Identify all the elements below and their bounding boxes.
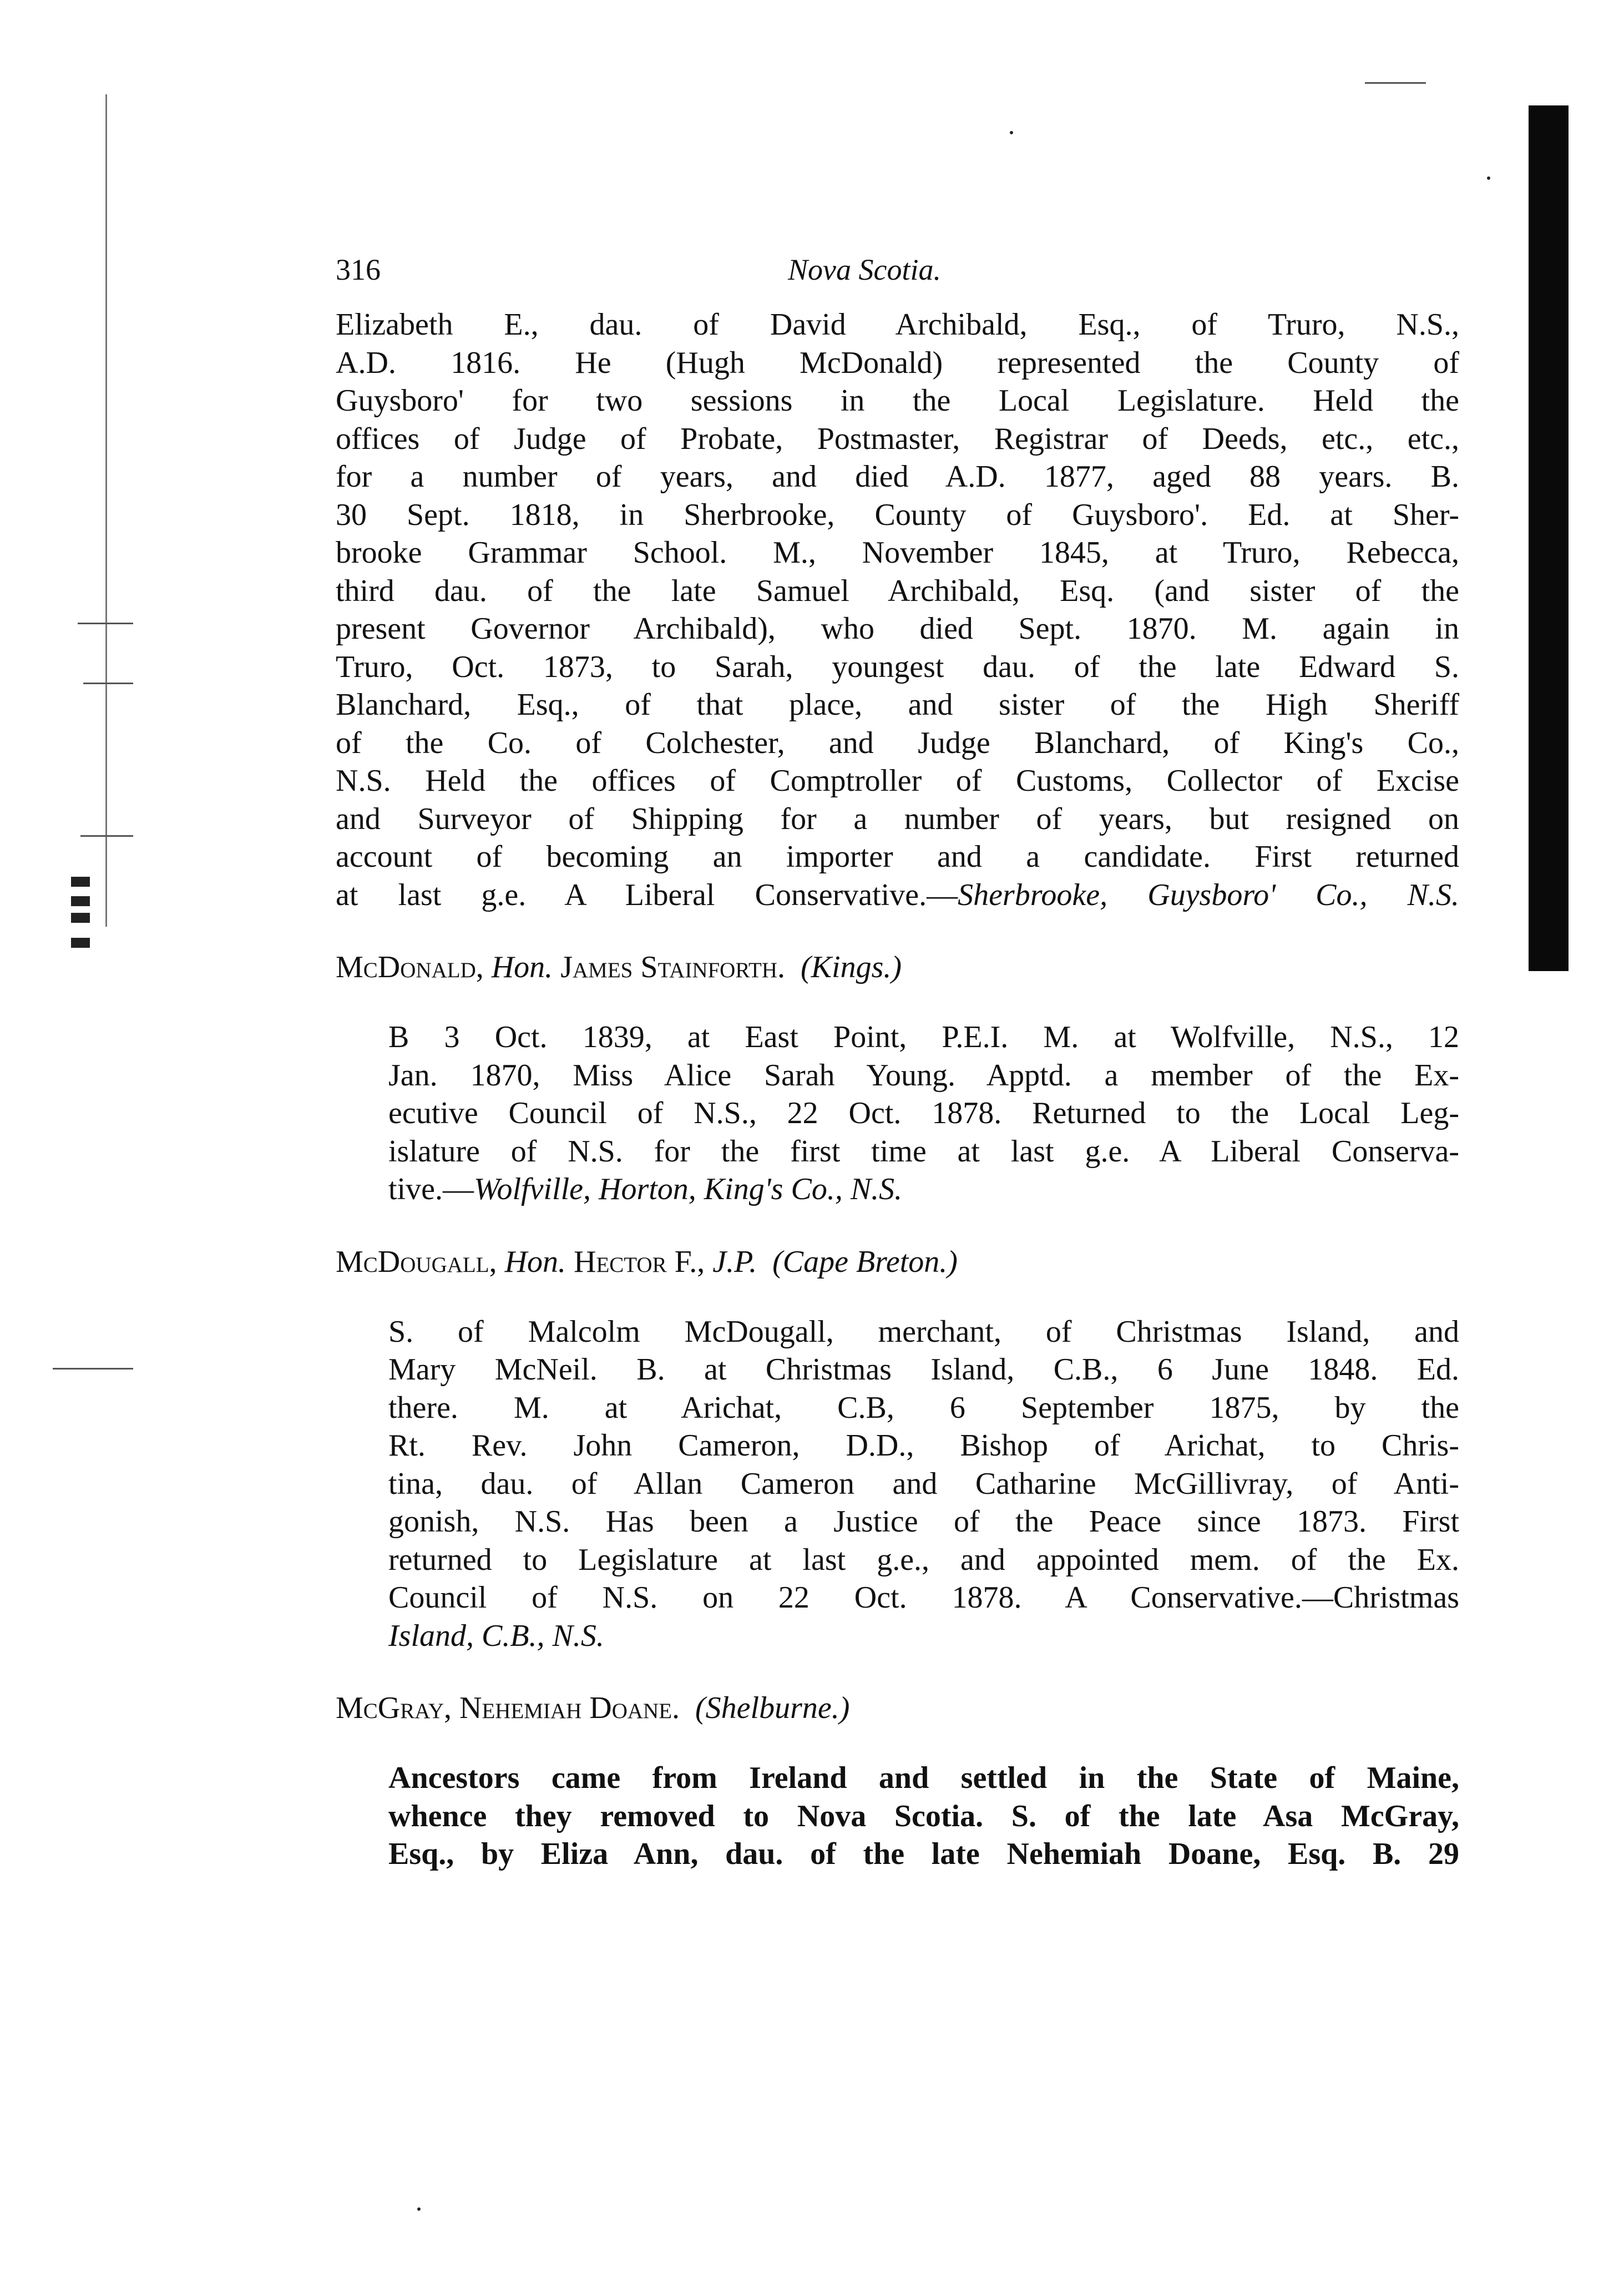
entry-heading-mcdougall <box>336 1243 1459 1281</box>
entry-mcgray-body <box>336 1759 1459 1873</box>
scan-block <box>71 896 90 906</box>
scan-speck <box>1010 131 1013 134</box>
scan-tick <box>53 1368 133 1370</box>
text-line: account of becoming an importer and a candidate. First returned <box>336 840 1459 874</box>
scan-left-margin-noise <box>105 94 107 927</box>
text-segment: tive.— <box>388 1172 474 1206</box>
residence-italic: Island, C.B., N.S. <box>388 1618 604 1653</box>
scan-tick <box>80 835 133 837</box>
surname: McDougall, <box>336 1244 497 1279</box>
scan-block <box>71 913 90 923</box>
constituency: (Shelburne.) <box>695 1691 850 1725</box>
page-header <box>336 252 1459 306</box>
entry-mcdougall-body <box>336 1313 1459 1655</box>
title: Hon. <box>491 950 553 984</box>
given-names: Hector F., <box>574 1244 705 1279</box>
scan-speck <box>1487 176 1490 180</box>
text-line: tina, dau. of Allan Cameron and Catharine McGillivray, of Anti- <box>388 1466 1459 1501</box>
text-line: Elizabeth E., dau. of David Archibald, Esq., of Truro, N.S., <box>336 307 1459 342</box>
entry-heading-mcgray <box>336 1689 1459 1727</box>
text-line: and Surveyor of Shipping for a number of years, but resigned on <box>336 801 1459 836</box>
text-line: N.S. Held the offices of Comptroller of Customs, Collector of Excise <box>336 764 1459 798</box>
entry-heading-mcdonald <box>336 948 1459 986</box>
text-line: S. of Malcolm McDougall, merchant, of Christmas Island, and <box>388 1314 1459 1349</box>
text-line: third dau. of the late Samuel Archibald, Esq. (and sister of the <box>336 573 1459 608</box>
text-line: Rt. Rev. John Cameron, D.D., Bishop of Arichat, to Chris- <box>388 1428 1459 1463</box>
scan-tick <box>83 683 133 684</box>
text-line: Blanchard, Esq., of that place, and sister of the High Sheriff <box>336 688 1459 722</box>
text-line: returned to Legislature at last g.e., and appointed mem. of the Ex. <box>388 1542 1459 1577</box>
text-line: A.D. 1816. He (Hugh McDonald) represented the County of <box>336 345 1459 380</box>
text-line <box>336 876 1459 914</box>
text-line: 30 Sept. 1818, in Sherbrooke, County of Guysboro'. Ed. at Sher- <box>336 497 1459 532</box>
text-line: Mary McNeil. B. at Christmas Island, C.B., 6 June 1848. Ed. <box>388 1352 1459 1387</box>
text-line: present Governor Archibald), who died Sept. 1870. M. again in <box>336 612 1459 646</box>
scan-edge-bar <box>1529 105 1569 971</box>
title: Hon. <box>504 1244 566 1279</box>
running-head: Nova Scotia. <box>788 253 941 286</box>
text-line: there. M. at Arichat, C.B, 6 September 1875, by the <box>388 1390 1459 1425</box>
text-line: Jan. 1870, Miss Alice Sarah Young. Apptd. a member of the Ex- <box>388 1058 1459 1093</box>
text-line: whence they removed to Nova Scotia. S. of the late Asa McGray, <box>388 1798 1459 1833</box>
scan-tick <box>78 623 133 624</box>
given-names: James Stainforth. <box>560 950 786 984</box>
residence-italic: Sherbrooke, Guysboro' Co., N.S. <box>958 877 1459 912</box>
text-line: B 3 Oct. 1839, at East Point, P.E.I. M. at Wolfville, N.S., 12 <box>388 1020 1459 1054</box>
text-line: for a number of years, and died A.D. 1877, aged 88 years. B. <box>336 459 1459 494</box>
text-segment: at last g.e. A Liberal Conservative.— <box>336 877 958 912</box>
text-line <box>336 1170 1459 1209</box>
text-line: of the Co. of Colchester, and Judge Blanchard, of King's Co., <box>336 725 1459 760</box>
residence-italic: Wolfville, Horton, King's Co., N.S. <box>473 1172 903 1206</box>
text-line: islature of N.S. for the first time at last g.e. A Liberal Conserva- <box>388 1134 1459 1169</box>
scan-speck <box>417 2207 421 2211</box>
page-content <box>336 252 1459 1873</box>
surname: McGray, <box>336 1691 452 1725</box>
entry-hugh-mcdonald-continued <box>336 306 1459 914</box>
text-line: offices of Judge of Probate, Postmaster, Registrar of Deeds, etc., etc., <box>336 421 1459 456</box>
text-line: Council of N.S. on 22 Oct. 1878. A Conservative.—Christmas <box>388 1580 1459 1615</box>
text-line: Guysboro' for two sessions in the Local Legislature. Held the <box>336 383 1459 418</box>
text-line: ecutive Council of N.S., 22 Oct. 1878. Returned to the Local Leg- <box>388 1096 1459 1130</box>
scan-block <box>71 877 90 887</box>
scan-tick <box>1365 82 1426 84</box>
constituency: (Cape Breton.) <box>772 1244 958 1279</box>
text-line: Esq., by Eliza Ann, dau. of the late Nehemiah Doane, Esq. B. 29 <box>388 1837 1459 1871</box>
constituency: (Kings.) <box>801 950 902 984</box>
text-line: Ancestors came from Ireland and settled in the State of Maine, <box>388 1761 1459 1795</box>
text-line: Truro, Oct. 1873, to Sarah, youngest dau. of the late Edward S. <box>336 649 1459 684</box>
honorific: J.P. <box>712 1244 757 1279</box>
surname: McDonald, <box>336 950 484 984</box>
page-number: 316 <box>336 253 381 286</box>
text-line: brooke Grammar School. M., November 1845, at Truro, Rebecca, <box>336 535 1459 570</box>
entry-mcdonald-body <box>336 1018 1459 1209</box>
scan-block <box>71 938 90 948</box>
given-names: Nehemiah Doane. <box>459 1691 680 1725</box>
text-line: gonish, N.S. Has been a Justice of the Peace since 1873. First <box>388 1504 1459 1539</box>
